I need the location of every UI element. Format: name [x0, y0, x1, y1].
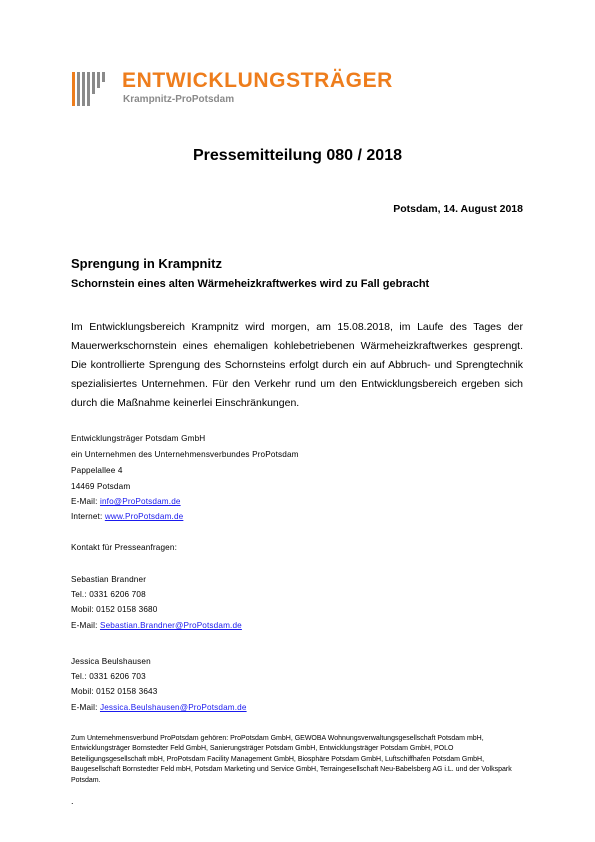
contact-name: Sebastian Brandner	[71, 575, 147, 584]
contact-email-line	[71, 703, 247, 712]
contact-email-label: E-Mail:	[71, 703, 98, 712]
footer-group-note: Zum Unternehmensverbund ProPotsdam gehören: ProPotsdam GmbH, GEWOBA Wohnungsverwaltungsgesellschaft Potsdam mbH, Entwicklungsträger Bornstedter Feld GmbH, Sanierungsträger Potsdam GmbH, Entwicklungsträger Potsdam GmbH, POLO Beteiligungsgesellschaft mbH, ProPotsdam Facility Management GmbH, Biosphäre Potsdam GmbH, Luftschiffhafen Potsdam GmbH, Baugesellschaft Bornstedter Feld mbH, Potsdam Marketing und Service GmbH, Terraingesellschaft Neu-Babelsberg AG i.L. und der Volkspark Potsdam.	[71, 735, 512, 784]
contact-tel: Tel.: 0331 6206 708	[71, 590, 146, 599]
company-group: ein Unternehmen des Unternehmensverbundes ProPotsdam	[71, 450, 299, 459]
contact-mobil: Mobil: 0152 0158 3680	[71, 605, 158, 614]
subheadline: Schornstein eines alten Wärmeheizkraftwerkes wird zu Fall gebracht	[71, 278, 430, 290]
company-name: Entwicklungsträger Potsdam GmbH	[71, 434, 206, 443]
logo-title: ENTWICKLUNGSTRÄGER	[122, 69, 393, 92]
contact-name: Jessica Beulshausen	[71, 657, 151, 666]
contact-email-link[interactable]: Sebastian.Brandner@ProPotsdam.de	[99, 621, 242, 630]
contact-email-label: E-Mail:	[71, 621, 98, 630]
company-city: 14469 Potsdam	[71, 482, 131, 491]
contact-email-link[interactable]: Jessica.Beulshausen@ProPotsdam.de	[99, 703, 247, 712]
document-date: Potsdam, 14. August 2018	[393, 203, 523, 215]
trailing-dot: .	[71, 796, 74, 806]
contact-email-line	[71, 621, 242, 630]
company-web-line	[71, 512, 183, 521]
company-email-line	[71, 497, 181, 506]
press-contact-label: Kontakt für Presseanfragen:	[71, 543, 177, 552]
company-street: Pappelallee 4	[71, 466, 123, 475]
document-title: Pressemitteilung 080 / 2018	[193, 147, 402, 164]
body-paragraph: Im Entwicklungsbereich Krampnitz wird morgen, am 15.08.2018, im Laufe des Tages der Mauerwerkschornstein eines ehemaligen kohlebetriebenen Wärmeheizkraftwerkes gesprengt. Die kontrollierte Sprengung des Schornsteins erfolgt durch ein auf Abbruch- und Sprengtechnik spezialisiertes Unternehmen. Für den Verkehr rund um den Entwicklungsbereich ergeben sich durch die Maßnahme keinerlei Einschränkungen.	[71, 321, 523, 409]
company-email-link[interactable]: info@ProPotsdam.de	[99, 497, 181, 506]
logo-subtitle: Krampnitz-ProPotsdam	[123, 94, 235, 105]
contact-tel: Tel.: 0331 6206 703	[71, 672, 146, 681]
contact-mobil: Mobil: 0152 0158 3643	[71, 687, 158, 696]
entwicklungstraeger-logo-icon	[72, 72, 106, 106]
headline: Sprengung in Krampnitz	[71, 256, 222, 271]
company-web-label: Internet:	[71, 512, 103, 521]
company-web-link[interactable]: www.ProPotsdam.de	[104, 512, 184, 521]
company-email-label: E-Mail:	[71, 497, 98, 506]
